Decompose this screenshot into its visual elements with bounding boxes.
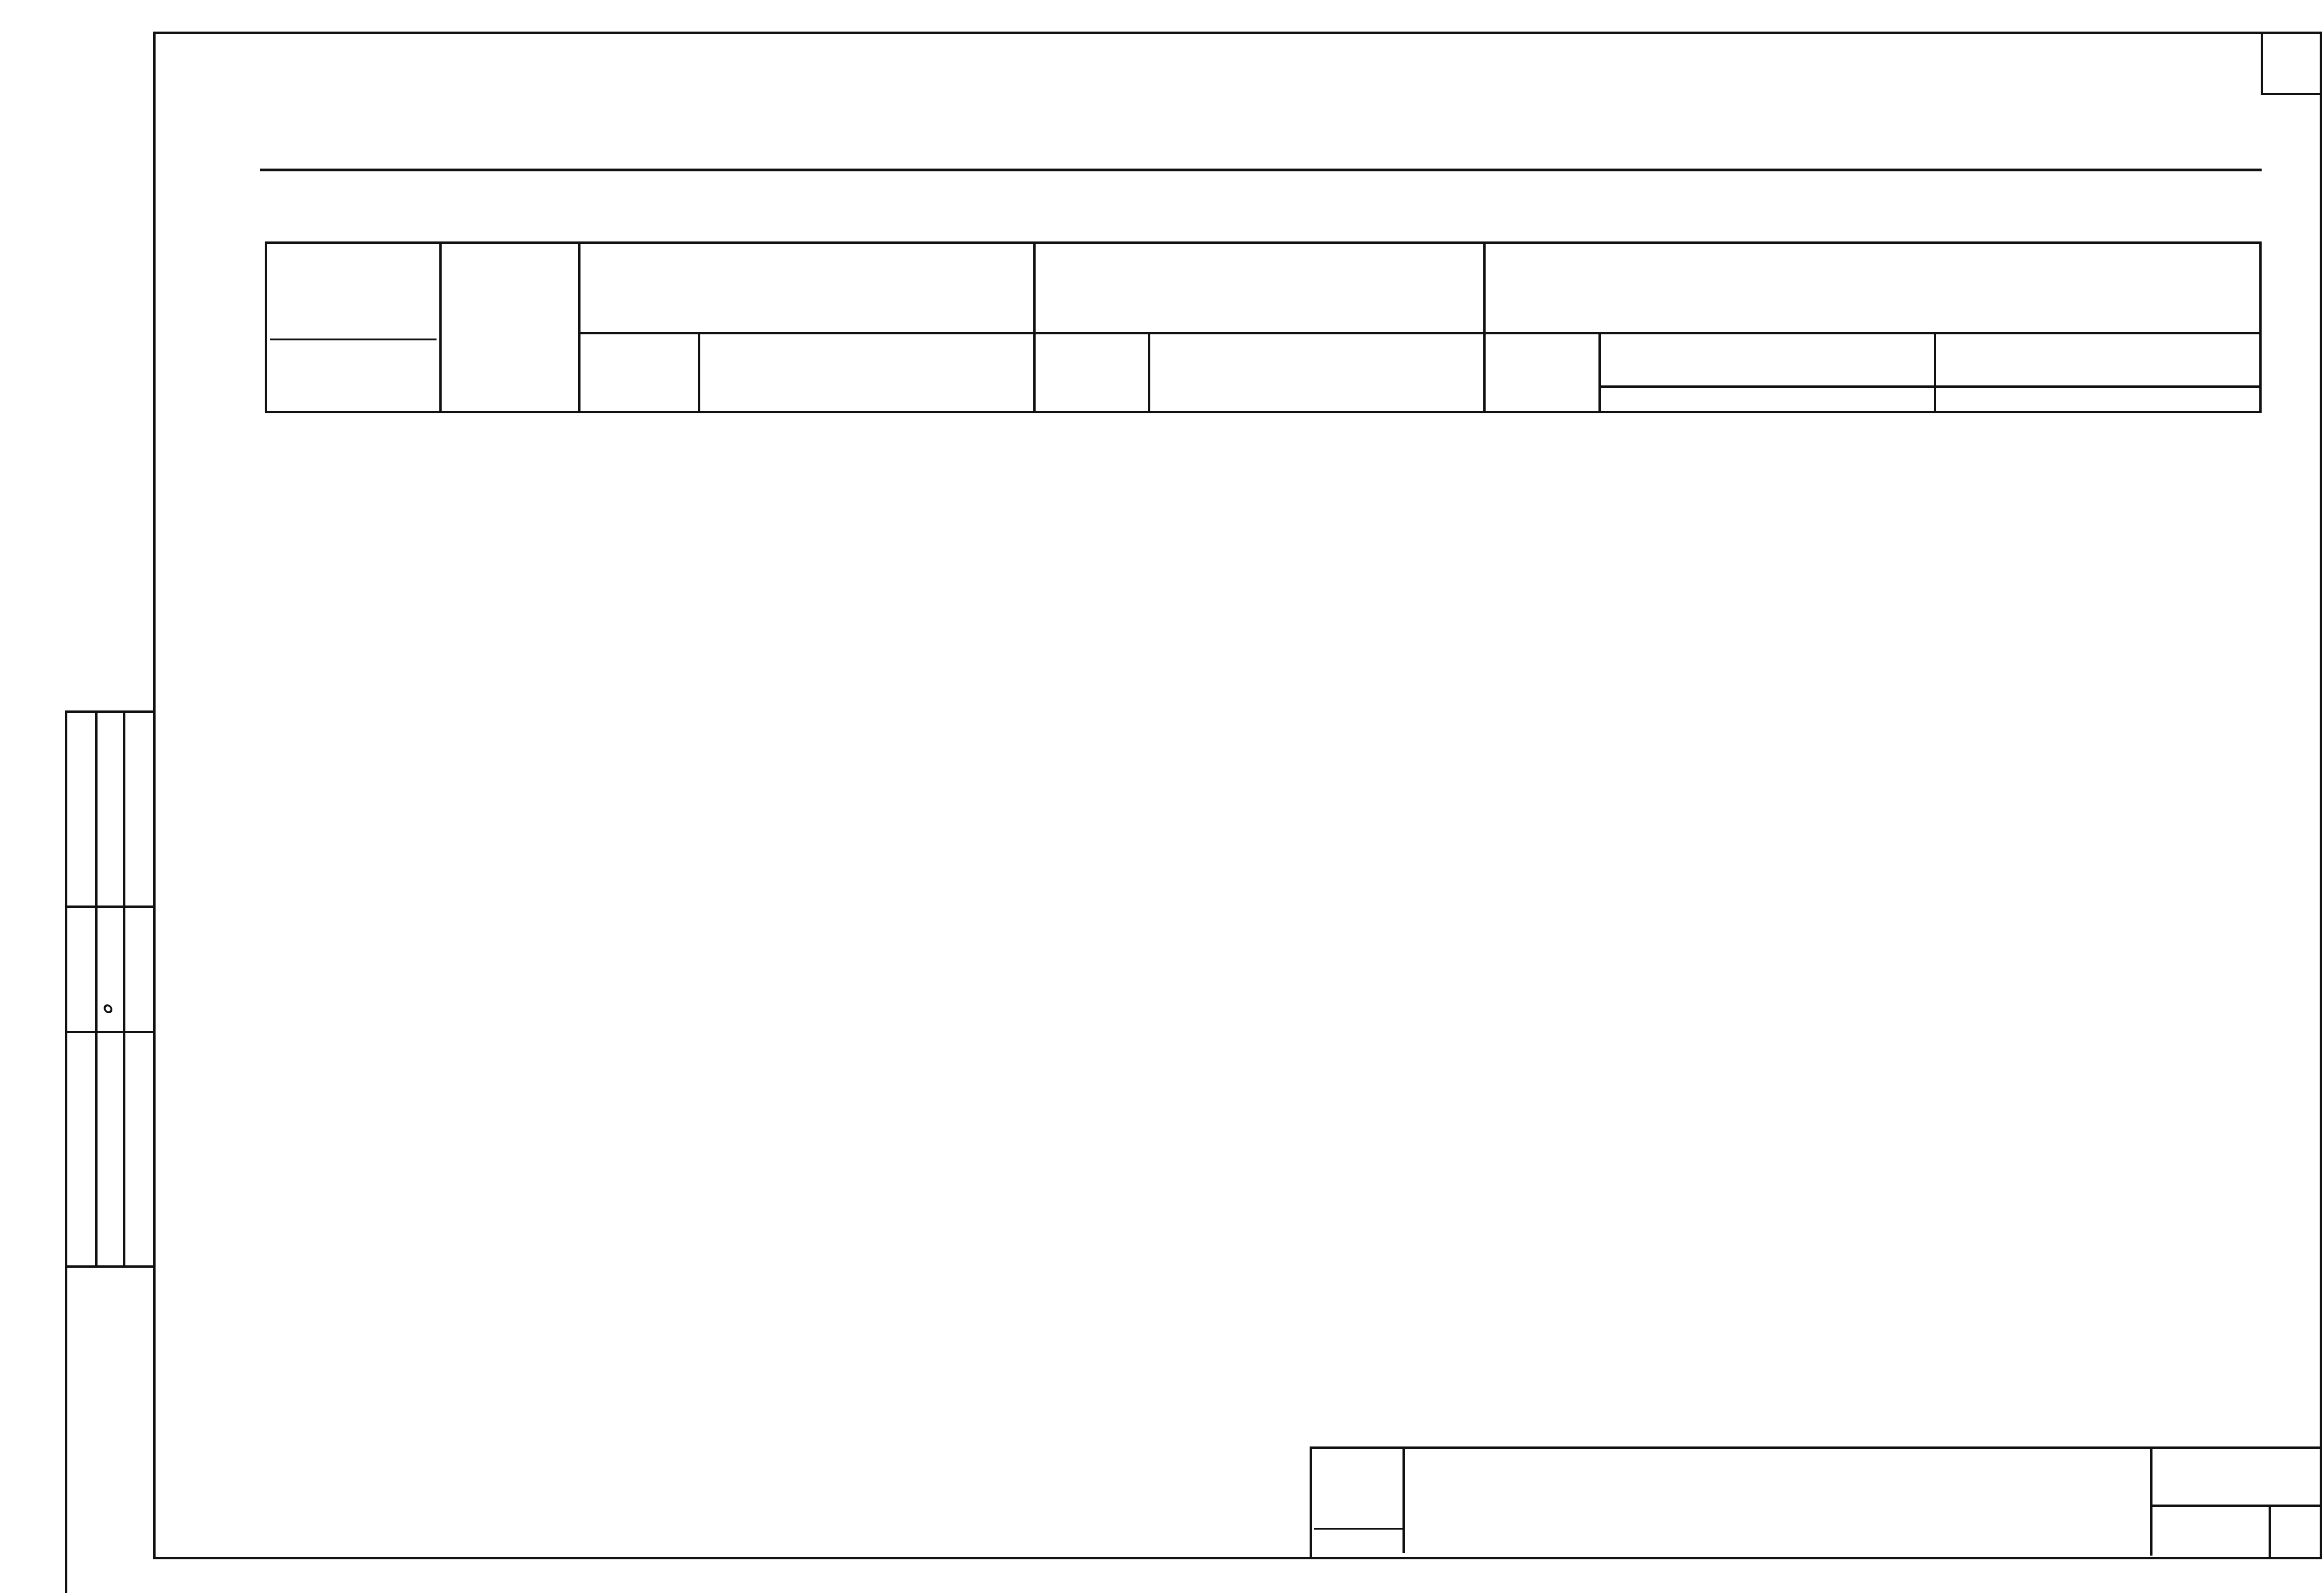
header-double-block: [1935, 333, 2260, 387]
notes: [334, 1328, 1101, 1331]
table-header: [266, 243, 2261, 412]
header-type-long: [1485, 333, 1599, 412]
header-group-longitudinal: [1485, 243, 2261, 333]
header-row-1: [266, 243, 2261, 333]
frame-left-line: [153, 32, 156, 1559]
side-stamp-rule-2: [95, 710, 98, 1268]
frame-right-line: [2320, 32, 2322, 1559]
header-group-sparse: [1035, 243, 1485, 333]
page-number: [2261, 33, 2322, 95]
side-stamp-rule-4: [65, 710, 153, 713]
header-wind-region-label: [270, 339, 437, 344]
page-title: [260, 165, 2262, 171]
side-stamp-rule-5: [65, 905, 153, 908]
sheet-number: [2269, 1507, 2322, 1558]
header-effort: [441, 243, 580, 412]
wind-effort-table: [265, 241, 2262, 413]
header-spans-every: [699, 333, 1035, 412]
header-separate-block: [1599, 333, 1935, 387]
header-spans-double: [1935, 387, 2260, 412]
sheet-row: [2152, 1505, 2322, 1558]
stamp-series-block: [2150, 1446, 2322, 1556]
header-type-sparse: [1035, 333, 1149, 412]
header-type-every: [580, 333, 699, 412]
side-stamp-rule-6: [65, 1031, 153, 1033]
header-scheme: [266, 243, 441, 412]
side-stamp-rule-3: [123, 710, 125, 1268]
stamp-year: [1314, 1528, 1402, 1532]
header-spans-sparse: [1149, 333, 1485, 412]
frame-top-line: [153, 32, 2322, 34]
side-stamp-rule-7: [65, 1265, 153, 1268]
header-group-every-row: [580, 243, 1035, 333]
side-stamp-rule-1: [65, 710, 67, 1593]
signature-mark: ˳: [74, 1001, 112, 1017]
tk-logo: [1314, 1449, 1405, 1553]
header-spans-separate: [1599, 387, 1935, 412]
